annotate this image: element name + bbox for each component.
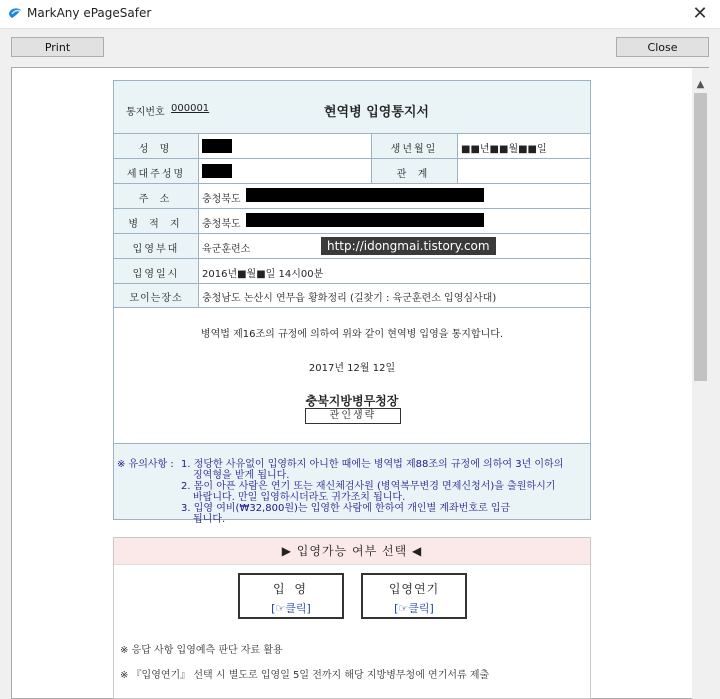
window-title: MarkAny ePageSafer [27, 6, 152, 20]
redacted-householder [202, 164, 232, 178]
meeting-place-value: 충청남도 논산시 연무읍 황화정리 (길찾기 : 육군훈련소 입영심사대) [202, 293, 497, 304]
scroll-thumb[interactable] [694, 93, 707, 381]
birth-date-label: 생년월일 [390, 144, 438, 155]
caution-line: 징역형을 받게 됩니다. [193, 470, 290, 481]
notice-body-text: 병역법 제16조의 규정에 의하여 위와 같이 현역병 입영을 통지합니다. [200, 329, 504, 340]
close-button[interactable]: Close [616, 37, 709, 57]
enlist-choice-box[interactable] [238, 573, 344, 619]
householder-label: 세대주성명 [126, 169, 186, 180]
postpone-choice-box[interactable] [361, 573, 467, 619]
watermark-url: http://idongmai.tistory.com [321, 237, 496, 255]
enlist-click-link[interactable]: [☞클릭] [271, 602, 311, 615]
caution-line: 2. 몸이 아픈 사람은 연기 또는 재신체검사원 (병역복무변경 면제신청서)을 출원하시기 [181, 481, 556, 492]
caution-line: 1. 정당한 사유없이 입영하지 아니한 때에는 병역법 제88조의 규정에 의하여 3년 이하의 [181, 459, 564, 470]
address-label: 주 소 [138, 194, 174, 205]
print-button[interactable]: Print [11, 37, 104, 57]
scroll-up-arrow-icon[interactable]: ▲ [696, 79, 705, 90]
notice-number: 000001 [171, 103, 210, 114]
unit-label: 입영부대 [132, 244, 180, 255]
birth-date-value: ■■년■■월■■일 [461, 144, 547, 155]
name-label: 성 명 [138, 144, 174, 155]
caution-line: 3. 입영 여비(₩32,800원)는 입영한 사람에 한하여 개인별 계좌번호로 입금 [181, 503, 511, 514]
notice-heading: 현역병 입영통지서 [324, 105, 429, 120]
notice-date: 2017년 12월 12일 [308, 363, 396, 374]
window-close-icon[interactable]: ✕ [692, 3, 708, 24]
relation-label: 관 계 [396, 169, 432, 180]
redacted-address [246, 188, 484, 202]
enlist-choice-label: 입 영 [273, 582, 309, 596]
choice-panel-header [114, 538, 590, 565]
caution-line: 됩니다. [193, 514, 226, 525]
caution-line: 바랍니다. 만일 입영하시더라도 귀가조치 됩니다. [193, 492, 406, 503]
postpone-note: ※ 『입영연기』 선택 시 별도로 입영일 5일 전까지 해당 지방병무청에 연기서류 제출 [120, 670, 490, 681]
redacted-register [246, 213, 484, 227]
enlistment-notice [113, 80, 591, 525]
postpone-choice-label: 입영연기 [388, 582, 440, 596]
address-value: 충청북도 [202, 194, 241, 205]
response-note: ※ 응답 사항 입영예측 판단 자료 활용 [120, 645, 283, 656]
military-register-label: 병 적 지 [128, 219, 184, 230]
markany-app-icon [8, 7, 22, 19]
unit-value: 육군훈련소 [202, 244, 251, 255]
issuer-name: 충북지방병무청장 [305, 394, 399, 408]
notice-number-label: 통지번호 [126, 107, 165, 118]
choice-panel-title: ▶ 입영가능 여부 선택 ◀ [281, 544, 423, 558]
postpone-click-link[interactable]: [☞클릭] [394, 602, 434, 615]
datetime-label: 입영일시 [132, 269, 180, 280]
military-register-value: 충청북도 [202, 219, 241, 230]
datetime-value: 2016년■월■일 14시00분 [202, 269, 324, 280]
seal-omitted-box: 관인생략 [305, 408, 401, 424]
meeting-place-label: 모이는장소 [129, 293, 183, 304]
title-bar [0, 0, 720, 29]
redacted-name [202, 139, 232, 153]
caution-prefix: ※ 유의사항 : [117, 459, 174, 470]
caution-list [181, 459, 581, 525]
